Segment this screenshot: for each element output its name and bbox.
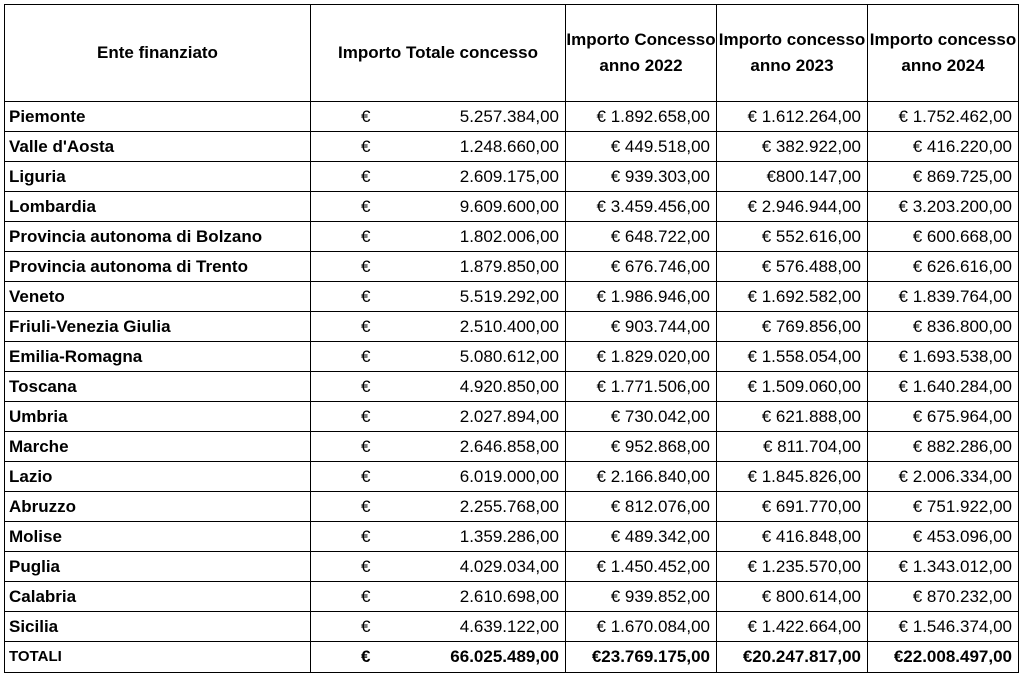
cell-2022: € 1.771.506,00 xyxy=(566,372,717,402)
table-row xyxy=(5,102,1019,132)
cell-2023: € 1.558.054,00 xyxy=(717,342,868,372)
cell-2024: € 3.203.200,00 xyxy=(868,192,1019,222)
cell-totale xyxy=(311,462,566,492)
cell-2023: € 621.888,00 xyxy=(717,402,868,432)
cell-totals-2024: €22.008.497,00 xyxy=(868,642,1019,673)
cell-totals-2023: €20.247.817,00 xyxy=(717,642,868,673)
cell-2022: € 812.076,00 xyxy=(566,492,717,522)
cell-2022: € 1.450.452,00 xyxy=(566,552,717,582)
header-ente: Ente finanziato xyxy=(5,5,311,102)
cell-totale xyxy=(311,582,566,612)
totale-value: 4.920.850,00 xyxy=(459,376,559,396)
cell-2023: € 1.692.582,00 xyxy=(717,282,868,312)
cell-ente: Friuli-Venezia Giulia xyxy=(5,312,311,342)
cell-totale xyxy=(311,432,566,462)
table-row xyxy=(5,222,1019,252)
cell-totale xyxy=(311,522,566,552)
cell-ente: Sicilia xyxy=(5,612,311,642)
table-row xyxy=(5,432,1019,462)
table-row xyxy=(5,312,1019,342)
table-row xyxy=(5,552,1019,582)
header-2022: Importo Concesso anno 2022 xyxy=(566,5,717,102)
totale-value: 2.255.768,00 xyxy=(459,496,559,516)
cell-2022: € 1.670.084,00 xyxy=(566,612,717,642)
cell-totale xyxy=(311,132,566,162)
cell-ente: Toscana xyxy=(5,372,311,402)
cell-2022: € 730.042,00 xyxy=(566,402,717,432)
cell-2022: € 939.852,00 xyxy=(566,582,717,612)
cell-totale xyxy=(311,492,566,522)
currency-symbol: € xyxy=(361,496,371,516)
totale-value: 2.610.698,00 xyxy=(459,586,559,606)
table-row xyxy=(5,402,1019,432)
currency-symbol: € xyxy=(361,256,371,276)
cell-ente: Provincia autonoma di Trento xyxy=(5,252,311,282)
cell-ente: Abruzzo xyxy=(5,492,311,522)
cell-totale xyxy=(311,192,566,222)
currency-symbol: € xyxy=(361,136,371,156)
cell-2023: € 1.612.264,00 xyxy=(717,102,868,132)
cell-2023: € 691.770,00 xyxy=(717,492,868,522)
funding-table xyxy=(4,4,1019,673)
cell-ente: Calabria xyxy=(5,582,311,612)
cell-2024: € 1.693.538,00 xyxy=(868,342,1019,372)
table-row xyxy=(5,192,1019,222)
cell-2024: € 1.343.012,00 xyxy=(868,552,1019,582)
cell-2022: € 1.892.658,00 xyxy=(566,102,717,132)
totale-value: 4.029.034,00 xyxy=(459,556,559,576)
cell-2024: € 626.616,00 xyxy=(868,252,1019,282)
table-row xyxy=(5,282,1019,312)
cell-totale xyxy=(311,162,566,192)
currency-symbol: € xyxy=(361,196,371,216)
currency-symbol: € xyxy=(361,616,371,636)
totale-value: 6.019.000,00 xyxy=(459,466,559,486)
cell-ente: Umbria xyxy=(5,402,311,432)
table-row xyxy=(5,462,1019,492)
totale-value: 2.609.175,00 xyxy=(459,166,559,186)
cell-2024: € 882.286,00 xyxy=(868,432,1019,462)
header-totale: Importo Totale concesso xyxy=(311,5,566,102)
cell-2024: € 1.640.284,00 xyxy=(868,372,1019,402)
cell-2022: € 1.986.946,00 xyxy=(566,282,717,312)
cell-2023: € 416.848,00 xyxy=(717,522,868,552)
cell-2022: € 1.829.020,00 xyxy=(566,342,717,372)
cell-totale xyxy=(311,312,566,342)
cell-2023: € 811.704,00 xyxy=(717,432,868,462)
cell-totale xyxy=(311,282,566,312)
totale-value: 2.510.400,00 xyxy=(459,316,559,336)
currency-symbol: € xyxy=(361,166,371,186)
cell-totals-2022: €23.769.175,00 xyxy=(566,642,717,673)
cell-ente: Puglia xyxy=(5,552,311,582)
cell-totale xyxy=(311,612,566,642)
cell-2024: € 2.006.334,00 xyxy=(868,462,1019,492)
table-row xyxy=(5,132,1019,162)
cell-2023: € 382.922,00 xyxy=(717,132,868,162)
cell-ente: Marche xyxy=(5,432,311,462)
currency-symbol: € xyxy=(361,346,371,366)
totale-value: 9.609.600,00 xyxy=(459,196,559,216)
cell-ente: Emilia-Romagna xyxy=(5,342,311,372)
cell-ente: Provincia autonoma di Bolzano xyxy=(5,222,311,252)
cell-2023: € 1.235.570,00 xyxy=(717,552,868,582)
cell-totale xyxy=(311,402,566,432)
cell-ente: Piemonte xyxy=(5,102,311,132)
currency-symbol: € xyxy=(361,406,371,426)
table-row xyxy=(5,252,1019,282)
totale-value: 5.080.612,00 xyxy=(459,346,559,366)
cell-2023: € 1.422.664,00 xyxy=(717,612,868,642)
cell-ente: Valle d'Aosta xyxy=(5,132,311,162)
header-2023: Importo concesso anno 2023 xyxy=(717,5,868,102)
cell-2024: € 836.800,00 xyxy=(868,312,1019,342)
cell-totale xyxy=(311,372,566,402)
totale-value: 2.646.858,00 xyxy=(459,436,559,456)
table-row xyxy=(5,582,1019,612)
cell-2024: € 675.964,00 xyxy=(868,402,1019,432)
cell-2022: € 489.342,00 xyxy=(566,522,717,552)
currency-symbol: € xyxy=(361,647,371,666)
totale-value: 5.257.384,00 xyxy=(459,106,559,126)
currency-symbol: € xyxy=(361,226,371,246)
table-row xyxy=(5,372,1019,402)
totale-value: 1.248.660,00 xyxy=(459,136,559,156)
cell-2024: € 416.220,00 xyxy=(868,132,1019,162)
cell-totals-label: TOTALI xyxy=(5,642,311,673)
cell-2024: € 1.752.462,00 xyxy=(868,102,1019,132)
cell-totale xyxy=(311,252,566,282)
currency-symbol: € xyxy=(361,556,371,576)
totale-value: 1.359.286,00 xyxy=(459,526,559,546)
cell-2024: € 870.232,00 xyxy=(868,582,1019,612)
totale-value: 66.025.489,00 xyxy=(450,647,559,666)
totale-value: 5.519.292,00 xyxy=(459,286,559,306)
cell-totale xyxy=(311,102,566,132)
table-row xyxy=(5,522,1019,552)
cell-2022: € 676.746,00 xyxy=(566,252,717,282)
header-2024: Importo concesso anno 2024 xyxy=(868,5,1019,102)
cell-ente: Liguria xyxy=(5,162,311,192)
totale-value: 4.639.122,00 xyxy=(459,616,559,636)
cell-totale xyxy=(311,222,566,252)
cell-2023: € 552.616,00 xyxy=(717,222,868,252)
cell-totale xyxy=(311,342,566,372)
cell-2022: € 449.518,00 xyxy=(566,132,717,162)
totals-row xyxy=(5,642,1019,673)
cell-2023: € 769.856,00 xyxy=(717,312,868,342)
cell-2024: € 1.839.764,00 xyxy=(868,282,1019,312)
cell-2022: € 939.303,00 xyxy=(566,162,717,192)
table-row xyxy=(5,342,1019,372)
cell-2023: € 1.509.060,00 xyxy=(717,372,868,402)
cell-ente: Molise xyxy=(5,522,311,552)
cell-2023: € 800.614,00 xyxy=(717,582,868,612)
cell-2024: € 600.668,00 xyxy=(868,222,1019,252)
cell-2022: € 648.722,00 xyxy=(566,222,717,252)
table-body xyxy=(5,102,1019,673)
cell-2023: €800.147,00 xyxy=(717,162,868,192)
cell-2023: € 1.845.826,00 xyxy=(717,462,868,492)
cell-2022: € 3.459.456,00 xyxy=(566,192,717,222)
cell-2022: € 2.166.840,00 xyxy=(566,462,717,492)
cell-2024: € 869.725,00 xyxy=(868,162,1019,192)
table-header-row xyxy=(5,5,1019,102)
cell-2022: € 903.744,00 xyxy=(566,312,717,342)
currency-symbol: € xyxy=(361,466,371,486)
table-row xyxy=(5,492,1019,522)
currency-symbol: € xyxy=(361,376,371,396)
currency-symbol: € xyxy=(361,286,371,306)
cell-2024: € 1.546.374,00 xyxy=(868,612,1019,642)
cell-2023: € 576.488,00 xyxy=(717,252,868,282)
table-row xyxy=(5,612,1019,642)
cell-ente: Lazio xyxy=(5,462,311,492)
totale-value: 2.027.894,00 xyxy=(459,406,559,426)
cell-2023: € 2.946.944,00 xyxy=(717,192,868,222)
currency-symbol: € xyxy=(361,436,371,456)
cell-2024: € 453.096,00 xyxy=(868,522,1019,552)
totale-value: 1.879.850,00 xyxy=(459,256,559,276)
table-row xyxy=(5,162,1019,192)
cell-totale xyxy=(311,552,566,582)
currency-symbol: € xyxy=(361,586,371,606)
cell-2024: € 751.922,00 xyxy=(868,492,1019,522)
currency-symbol: € xyxy=(361,316,371,336)
currency-symbol: € xyxy=(361,106,371,126)
totale-value: 1.802.006,00 xyxy=(459,226,559,246)
cell-totale xyxy=(311,642,566,673)
currency-symbol: € xyxy=(361,526,371,546)
cell-ente: Veneto xyxy=(5,282,311,312)
cell-2022: € 952.868,00 xyxy=(566,432,717,462)
cell-ente: Lombardia xyxy=(5,192,311,222)
